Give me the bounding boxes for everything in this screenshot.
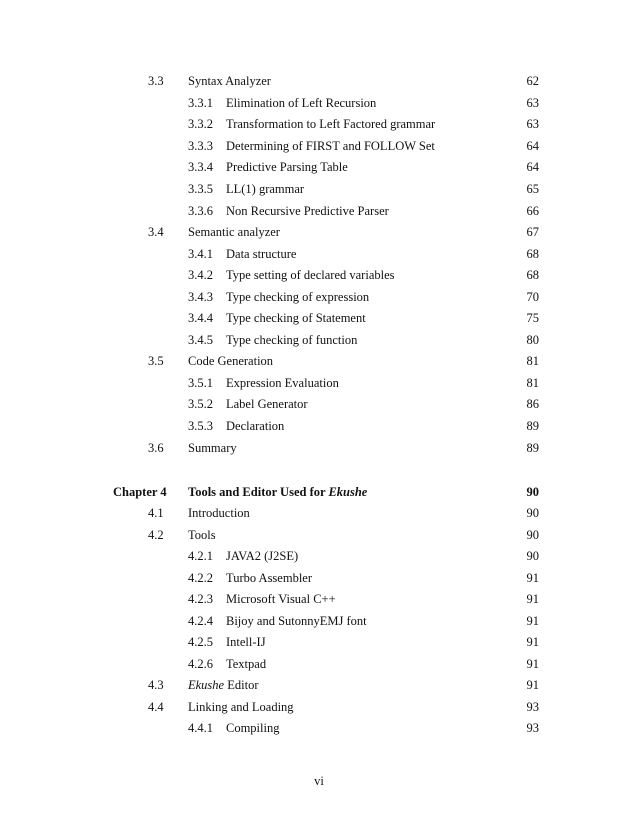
toc-entry-number: 4.4 [148,700,164,714]
toc-entry-number: 3.3 [148,74,164,88]
toc-entry-number: 4.2.2 [188,571,213,585]
toc-entry-page: 65 [526,182,539,196]
toc-chapter-entry [0,483,638,501]
toc-entry-title-text: Editor [224,678,259,692]
toc-entry-page: 90 [526,485,539,499]
toc-entry-page: 91 [526,678,539,692]
toc-subsection-entry [0,94,638,112]
toc-entry-title [226,655,266,673]
toc-subsection-entry [0,180,638,198]
toc-entry-title-text: Microsoft Visual C++ [226,592,336,606]
toc-subsection-entry [0,590,638,608]
toc-entry-title [226,202,389,220]
toc-entry-number: 4.4.1 [188,721,213,735]
toc-subsection-entry [0,417,638,435]
toc-entry-title [226,180,304,198]
toc-entry-title-text: Compiling [226,721,280,735]
toc-entry-title-text: Tools [188,528,216,542]
toc-entry-title-text: Expression Evaluation [226,376,339,390]
toc-entry-title-text: Bijoy and SutonnyEMJ font [226,614,367,628]
toc-entry-page: 81 [526,354,539,368]
toc-entry-page: 64 [526,160,539,174]
toc-subsection-entry [0,288,638,306]
toc-subsection-entry [0,158,638,176]
toc-entry-page: 89 [526,419,539,433]
toc-entry-title [226,612,367,630]
toc-entry-page: 90 [526,528,539,542]
toc-entry-title [188,352,273,370]
toc-entry-title [226,374,339,392]
toc-entry-title-text: Data structure [226,247,297,261]
toc-entry-page: 68 [526,247,539,261]
toc-entry-number: 4.2 [148,528,164,542]
toc-entry-page: 91 [526,614,539,628]
toc-entry-title [188,223,280,241]
toc-entry-title [188,504,250,522]
toc-subsection-entry [0,266,638,284]
toc-entry-title-text: Code Generation [188,354,274,368]
toc-entry-title [188,676,258,694]
toc-entry-title [226,719,279,737]
toc-entry-number: 3.4.2 [188,268,213,282]
toc-entry-title [226,633,266,651]
toc-section-entry [0,72,638,90]
toc-entry-page: 68 [526,268,539,282]
toc-entry-number: 3.4.1 [188,247,213,261]
toc-entry-page: 93 [526,700,539,714]
toc-entry-page: 91 [526,592,539,606]
toc-section-entry [0,439,638,457]
toc-entry-number: 4.2.3 [188,592,213,606]
toc-entry-title-text: Semantic analyzer [188,225,280,239]
toc-entry-page: 67 [526,225,539,239]
toc-section-entry [0,352,638,370]
toc-section-entry [0,676,638,694]
toc-subsection-entry [0,245,638,263]
toc-entry-page: 75 [526,311,539,325]
toc-entry-title-text: Type checking of Statement [226,311,366,325]
toc-entry-title-text: Syntax Analyzer [188,74,271,88]
toc-entry-title [226,547,298,565]
toc-entry-title-text: Textpad [226,657,267,671]
toc-subsection-entry [0,655,638,673]
toc-entry-title [226,395,308,413]
toc-entry-title [188,483,367,501]
toc-subsection-entry [0,137,638,155]
toc-entry-number: Chapter 4 [113,485,167,499]
toc-entry-title [226,266,395,284]
toc-entry-page: 91 [526,571,539,585]
toc-entry-number: 3.3.6 [188,204,213,218]
toc-entry-page: 86 [526,397,539,411]
toc-entry-title-text: Declaration [226,419,285,433]
toc-entry-number: 3.5.2 [188,397,213,411]
toc-entry-page: 64 [526,139,539,153]
toc-entry-title [188,439,237,457]
toc-entry-title-italic: Ekushe [328,485,368,499]
toc-entry-page: 63 [526,96,539,110]
toc-entry-title [226,417,284,435]
toc-entry-page: 80 [526,333,539,347]
toc-subsection-entry [0,569,638,587]
toc-entry-page: 66 [526,204,539,218]
toc-entry-title-text: Non Recursive Predictive Parser [226,204,389,218]
toc-entry-number: 3.3.1 [188,96,213,110]
toc-entry-title-text: Type setting of declared variables [226,268,395,282]
toc-entry-title [226,288,369,306]
toc-entry-number: 3.4.5 [188,333,213,347]
toc-entry-title-text: Type checking of function [226,333,358,347]
toc-entry-title-text: Tools and Editor Used for [188,485,329,499]
toc-section-entry [0,504,638,522]
toc-entry-number: 3.5 [148,354,164,368]
toc-entry-title [226,245,296,263]
toc-entry-number: 3.5.1 [188,376,213,390]
toc-entry-title-text: Intell-IJ [226,635,266,649]
toc-subsection-entry [0,309,638,327]
toc-entry-number: 3.3.5 [188,182,213,196]
toc-entry-page: 62 [526,74,539,88]
toc-entry-title-text: Type checking of expression [226,290,370,304]
page-number-footer: vi [314,774,324,788]
toc-entry-number: 4.2.1 [188,549,213,563]
toc-entry-title-text: Summary [188,441,237,455]
toc-entry-page: 91 [526,657,539,671]
toc-subsection-entry [0,719,638,737]
toc-entry-title-text: Predictive Parsing Table [226,160,348,174]
toc-entry-title [226,94,376,112]
toc-entry-title [226,309,366,327]
toc-entry-number: 3.3.4 [188,160,213,174]
toc-entry-title-text: Elimination of Left Recursion [226,96,377,110]
toc-entry-title-text: Label Generator [226,397,308,411]
toc-entry-page: 70 [526,290,539,304]
toc-entry-page: 81 [526,376,539,390]
toc-entry-title [188,72,271,90]
toc-subsection-entry [0,202,638,220]
toc-section-entry [0,223,638,241]
toc-entry-title-text: JAVA2 (J2SE) [226,549,299,563]
toc-entry-title [226,590,336,608]
toc-entry-title [188,698,294,716]
toc-entry-number: 3.4.3 [188,290,213,304]
toc-entry-page: 91 [526,635,539,649]
toc-subsection-entry [0,633,638,651]
toc-entry-number: 3.4 [148,225,164,239]
toc-subsection-entry [0,374,638,392]
toc-entry-title [226,137,435,155]
toc-entry-number: 3.3.3 [188,139,213,153]
toc-entry-title-italic: Ekushe [188,678,225,692]
toc-entry-title-text: Introduction [188,506,250,520]
toc-entry-title [188,526,216,544]
toc-subsection-entry [0,331,638,349]
toc-entry-number: 4.2.6 [188,657,213,671]
toc-subsection-entry [0,395,638,413]
toc-subsection-entry [0,547,638,565]
toc-entry-page: 63 [526,117,539,131]
toc-entry-page: 89 [526,441,539,455]
toc-entry-number: 3.3.2 [188,117,213,131]
toc-entry-number: 4.1 [148,506,164,520]
toc-entry-title [226,569,312,587]
toc-entry-number: 4.3 [148,678,164,692]
toc-subsection-entry [0,612,638,630]
toc-entry-page: 90 [526,549,539,563]
toc-entry-title-text: LL(1) grammar [226,182,305,196]
toc-entry-number: 3.5.3 [188,419,213,433]
toc-entry-page: 90 [526,506,539,520]
toc-subsection-entry [0,115,638,133]
toc-entry-title-text: Turbo Assembler [226,571,313,585]
toc-entry-title [226,115,435,133]
toc-entry-number: 4.2.4 [188,614,213,628]
toc-entry-page: 93 [526,721,539,735]
toc-entry-number: 3.4.4 [188,311,213,325]
toc-entry-title-text: Transformation to Left Factored grammar [226,117,436,131]
toc-entry-number: 4.2.5 [188,635,213,649]
toc-entry-title-text: Determining of FIRST and FOLLOW Set [226,139,435,153]
toc-entry-title [226,331,357,349]
toc-section-entry [0,526,638,544]
toc-entry-title [226,158,348,176]
toc-section-entry [0,698,638,716]
toc-entry-title-text: Linking and Loading [188,700,294,714]
toc-entry-number: 3.6 [148,441,164,455]
